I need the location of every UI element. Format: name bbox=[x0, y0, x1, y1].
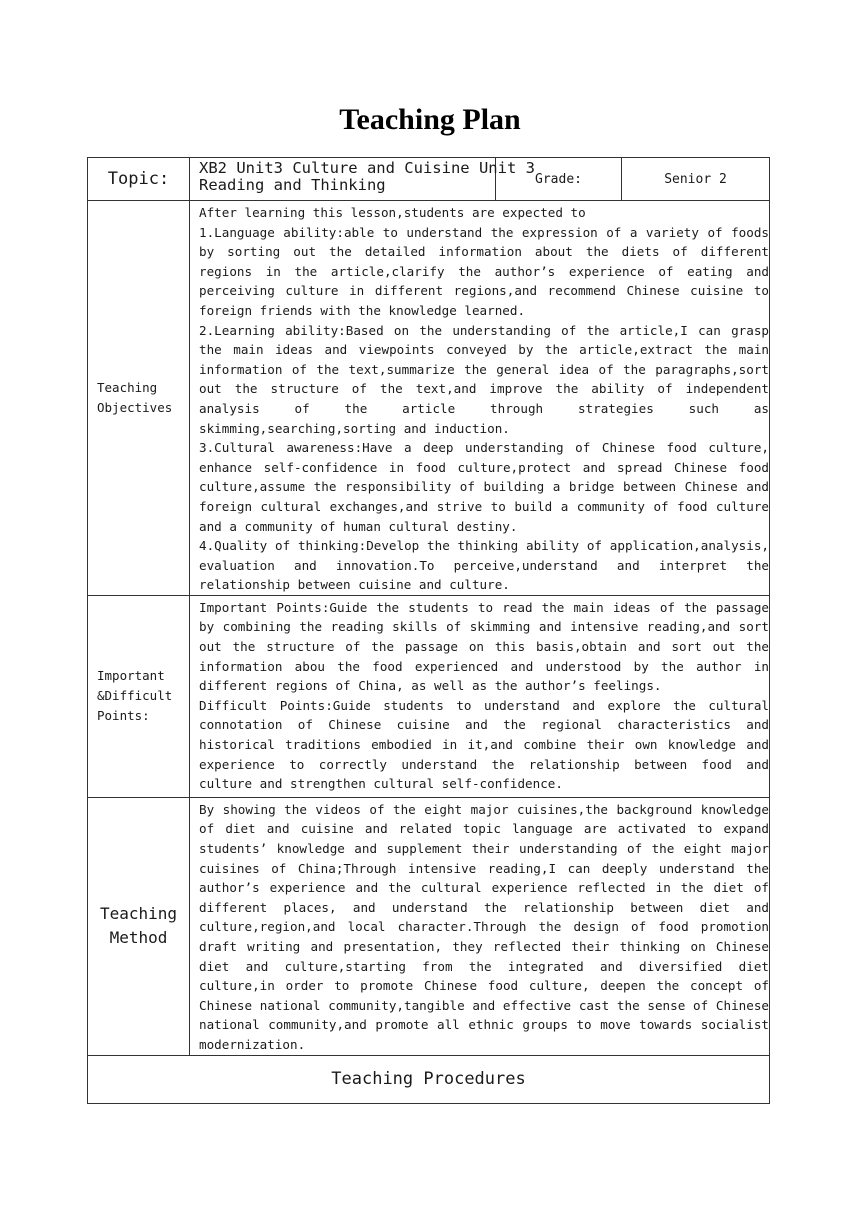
topic-label: Topic: bbox=[88, 158, 190, 201]
points-row bbox=[88, 595, 770, 797]
procedures-row bbox=[88, 1055, 770, 1103]
objective-item: 2.Learning ability:Based on the understanding of the article,I can grasp the main ideas and viewpoints conveyed by the article,extract the main information of the text,summarize the general idea of the paragraphs,sort out the structure of the text,and improve the ability of independent analysis of the article through strategies such as skimming,searching,sorting and induction. bbox=[199, 322, 769, 436]
objectives-intro: After learning this lesson,students are expected to bbox=[199, 205, 586, 220]
method-text: By showing the videos of the eight major cuisines,the background knowledge of diet and cuisine and related topic language are activated to expand students’ knowledge and supplement their understanding of the eight major cuisines of China;Through intensive reading,I can deeply understand the author’s experience and the cultural experience reflected in the diet of different places, and understand the relationship between diet and culture,region,and local character.Through the design of food promotion draft writing and presentation, they reflected their thinking on Chinese diet and culture,starting from the integrated and diversified diet culture,in order to promote Chinese food culture, deepen the concept of Chinese national community,tangible and effective cast the sense of Chinese national community,and promote all ethnic groups to move towards socialist modernization. bbox=[199, 801, 769, 1052]
page-title: Teaching Plan bbox=[339, 103, 521, 136]
points-label-line1: Important bbox=[97, 668, 165, 684]
objective-item: 3.Cultural awareness:Have a deep understanding of Chinese food culture, enhance self-confidence in food culture,protect and spread Chinese food culture,assume the responsibility of building a bridge between Chinese and foreign cultural exchanges,and strive to build a community of food culture and a community of human cultural destiny. bbox=[199, 440, 769, 534]
objective-item: 1.Language ability:able to understand the expression of a variety of foods by sorting out the detailed information about the diets of different regions in the article,clarify the author’s experience of eating and perceiving culture in different regions,and recommend Chinese cuisine to foreign friends with the knowledge learned. bbox=[199, 224, 769, 318]
grade-label: Grade: bbox=[496, 158, 622, 201]
topic-value-line2: Reading and Thinking bbox=[199, 176, 386, 194]
objectives-row bbox=[88, 201, 770, 596]
objectives-content bbox=[190, 201, 770, 596]
objectives-label bbox=[88, 201, 190, 596]
objectives-label-line1: Teaching bbox=[97, 379, 158, 395]
difficult-points-text: Difficult Points:Guide students to understand and explore the cultural connotation of Chinese cuisine and the regional characteristics and historical traditions embodied in it,and combine their own knowledge and experience to correctly understand the relationship between food and culture and strengthen cultural self-confidence. bbox=[199, 697, 769, 792]
method-content bbox=[190, 797, 770, 1055]
important-points-text: Important Points:Guide the students to read the main ideas of the passage by combining the reading skills of skimming and intensive reading,and sort out the structure of the passage on this basis,obtain and sort out the information abou the food experienced and understood by the author in different regions of China, as well as the author’s feelings. bbox=[199, 599, 769, 694]
objective-item: 4.Quality of thinking:Develop the thinking ability of application,analysis, evaluation and innovation.To perceive,understand and interpret the relationship between cuisine and culture. bbox=[199, 538, 769, 593]
teaching-procedures-heading: Teaching Procedures bbox=[88, 1055, 770, 1103]
points-label-line3: Points: bbox=[97, 708, 150, 724]
method-row bbox=[88, 797, 770, 1055]
method-label-line2: Method bbox=[109, 928, 168, 948]
grade-value: Senior 2 bbox=[622, 158, 770, 201]
method-label-line1: Teaching bbox=[99, 904, 178, 924]
points-label bbox=[88, 595, 190, 797]
topic-value bbox=[190, 158, 535, 201]
objectives-label-line2: Objectives bbox=[97, 399, 173, 415]
teaching-plan-table bbox=[87, 157, 770, 1104]
points-content bbox=[190, 595, 770, 797]
method-label bbox=[88, 797, 190, 1055]
topic-value-line1: XB2 Unit3 Culture and Cuisine Unit 3 bbox=[199, 159, 535, 177]
points-label-line2: &Difficult bbox=[97, 688, 173, 704]
topic-row bbox=[88, 158, 770, 201]
